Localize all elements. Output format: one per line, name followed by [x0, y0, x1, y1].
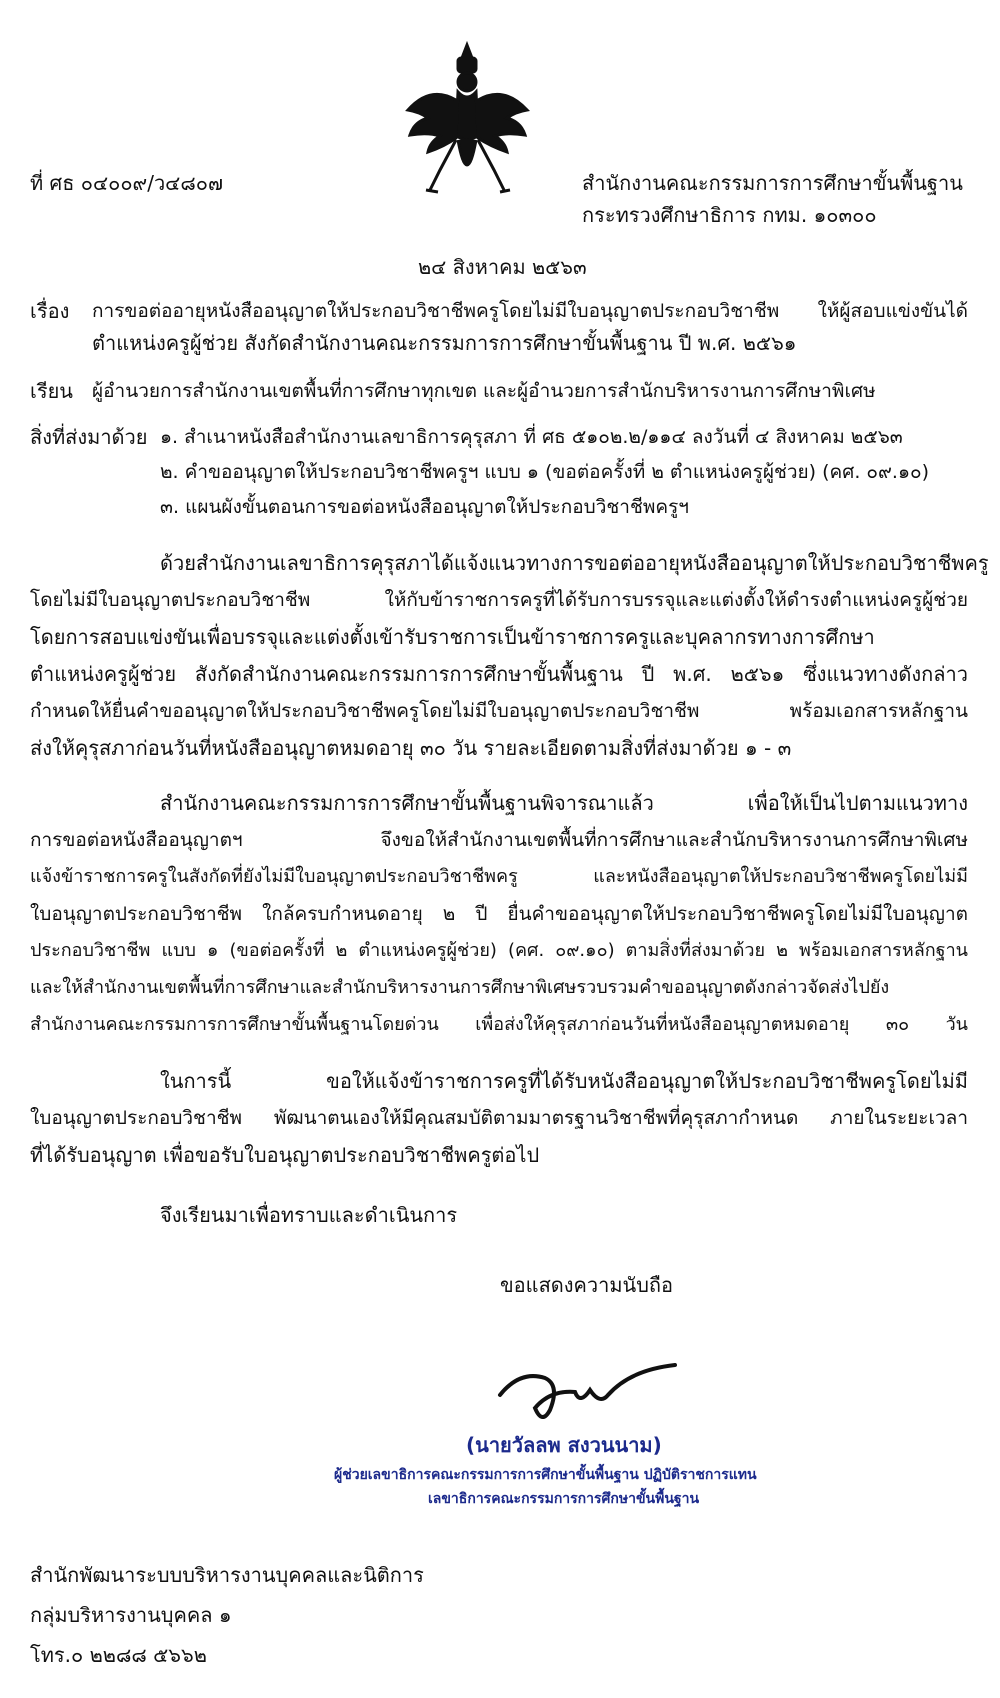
handwritten-signature [490, 1350, 690, 1430]
letter-date: ๒๔ สิงหาคม ๒๕๖๓ [418, 255, 587, 279]
paragraph-1-line: ด้วยสำนักงานเลขาธิการคุรุสภาได้แจ้งแนวทางการขอต่ออายุหนังสืออนุญาตให้ประกอบวิชาชีพครู [160, 551, 989, 575]
signatory-position-2: เลขาธิการคณะกรรมการการศึกษาขั้นพื้นฐาน [428, 1491, 700, 1507]
enclosures-label: สิ่งที่ส่งมาด้วย [30, 425, 148, 449]
reference-number: ที่ ศธ ๐๔๐๐๙/ว๔๘๐๗ [30, 171, 223, 195]
paragraph-2-line: สำนักงานคณะกรรมการการศึกษาขั้นพื้นฐานพิจารณาแล้ว เพื่อให้เป็นไปตามแนวทาง [160, 791, 968, 815]
enclosure-item: ๓. แผนผังขั้นตอนการขอต่อหนังสืออนุญาตให้ประกอบวิชาชีพครูฯ [160, 496, 689, 518]
subject-label: เรื่อง [30, 299, 70, 323]
garuda-emblem-icon [400, 40, 535, 200]
footer-phone: โทร.๐ ๒๒๘๘ ๕๖๖๒ [30, 1643, 207, 1667]
paragraph-1-line: โดยไม่มีใบอนุญาตประกอบวิชาชีพ ให้กับข้าราชการครูที่ได้รับการบรรจุและแต่งตั้งให้ดำรงตำแหน่งครูผู้ช่วย [30, 589, 968, 611]
footer-division: สำนักพัฒนาระบบบริหารงานบุคคลและนิติการ [30, 1563, 424, 1587]
office-address: กระทรวงศึกษาธิการ กทม. ๑๐๓๐๐ [582, 203, 877, 227]
paragraph-1-line: กำหนดให้ยื่นคำขออนุญาตให้ประกอบวิชาชีพครูโดยไม่มีใบอนุญาตประกอบวิชาชีพ พร้อมเอกสารหลักฐาน [30, 700, 968, 722]
enclosure-item: ๒. คำขออนุญาตให้ประกอบวิชาชีพครูฯ แบบ ๑ (ขอต่อครั้งที่ ๒ ตำแหน่งครูผู้ช่วย) (คศ. ๐๙.๑๐) [160, 461, 930, 483]
salutation-text: ผู้อำนวยการสำนักงานเขตพื้นที่การศึกษาทุกเขต และผู้อำนวยการสำนักบริหารงานการศึกษาพิเศษ [92, 380, 876, 402]
paragraph-3-line: ใบอนุญาตประกอบวิชาชีพ พัฒนาตนเองให้มีคุณสมบัติตามมาตรฐานวิชาชีพที่คุรุสภากำหนด ภายในระยะเวลา [30, 1107, 968, 1129]
salutation-label: เรียน [30, 379, 73, 403]
paragraph-1-line: โดยการสอบแข่งขันเพื่อบรรจุและแต่งตั้งเข้ารับราชการเป็นข้าราชการครูและบุคลากรทางการศึกษา [30, 625, 875, 649]
issuing-office: สำนักงานคณะกรรมการการศึกษาขั้นพื้นฐาน [582, 171, 963, 195]
paragraph-1-line: ส่งให้คุรุสภาก่อนวันที่หนังสืออนุญาตหมดอายุ ๓๐ วัน รายละเอียดตามสิ่งที่ส่งมาด้วย ๑ - ๓ [30, 736, 792, 760]
paragraph-3-line: ที่ได้รับอนุญาต เพื่อขอรับใบอนุญาตประกอบวิชาชีพครูต่อไป [30, 1143, 540, 1167]
signatory-name: (นายวัลลพ สงวนนาม) [466, 1433, 662, 1457]
subject-line-1: การขอต่ออายุหนังสืออนุญาตให้ประกอบวิชาชีพครูโดยไม่มีใบอนุญาตประกอบวิชาชีพ ให้ผู้สอบแข่งขันได้ [92, 300, 968, 322]
paragraph-1-line: ตำแหน่งครูผู้ช่วย สังกัดสำนักงานคณะกรรมการการศึกษาขั้นพื้นฐาน ปี พ.ศ. ๒๕๖๑ ซึ่งแนวทางดังกล่าว [30, 662, 968, 686]
footer-group: กลุ่มบริหารงานบุคคล ๑ [30, 1603, 232, 1627]
paragraph-2-line: ประกอบวิชาชีพ แบบ ๑ (ขอต่อครั้งที่ ๒ ตำแหน่งครูผู้ช่วย) (คศ. ๐๙.๑๐) ตามสิ่งที่ส่งมาด้วย ๒ พร้อมเอกสารหลักฐาน [30, 940, 968, 961]
closing-request: จึงเรียนมาเพื่อทราบและดำเนินการ [160, 1203, 458, 1227]
paragraph-2-line: และให้สำนักงานเขตพื้นที่การศึกษาและสำนักบริหารงานการศึกษาพิเศษรวบรวมคำขออนุญาตดังกล่าวจัดส่งไปยัง [30, 977, 890, 998]
paragraph-3-line: ในการนี้ ขอให้แจ้งข้าราชการครูที่ได้รับหนังสืออนุญาตให้ประกอบวิชาชีพครูโดยไม่มี [160, 1069, 968, 1093]
enclosure-item: ๑. สำเนาหนังสือสำนักงานเลขาธิการคุรุสภา ที่ ศธ ๕๑๐๒.๒/๑๑๔ ลงวันที่ ๔ สิงหาคม ๒๕๖๓ [160, 426, 903, 448]
paragraph-2-line: ใบอนุญาตประกอบวิชาชีพ ใกล้ครบกำหนดอายุ ๒ ปี ยื่นคำขออนุญาตให้ประกอบวิชาชีพครูโดยไม่มีใบอนุญาต [30, 903, 968, 925]
subject-line-2: ตำแหน่งครูผู้ช่วย สังกัดสำนักงานคณะกรรมการการศึกษาขั้นพื้นฐาน ปี พ.ศ. ๒๕๖๑ [92, 331, 797, 355]
paragraph-2-line: สำนักงานคณะกรรมการการศึกษาขั้นพื้นฐานโดยด่วน เพื่อส่งให้คุรุสภาก่อนวันที่หนังสืออนุญาตหมดอายุ ๓๐ วัน [30, 1014, 968, 1035]
paragraph-2-line: แจ้งข้าราชการครูในสังกัดที่ยังไม่มีใบอนุญาตประกอบวิชาชีพครู และหนังสืออนุญาตให้ประกอบวิชาชีพครูโดยไม่มี [30, 866, 968, 887]
paragraph-2-line: การขอต่อหนังสืออนุญาตฯ จึงขอให้สำนักงานเขตพื้นที่การศึกษาและสำนักบริหารงานการศึกษาพิเศษ [30, 829, 968, 851]
complimentary-close: ขอแสดงความนับถือ [500, 1273, 674, 1297]
signatory-position: ผู้ช่วยเลขาธิการคณะกรรมการการศึกษาขั้นพื้นฐาน ปฏิบัติราชการแทน [334, 1467, 757, 1483]
